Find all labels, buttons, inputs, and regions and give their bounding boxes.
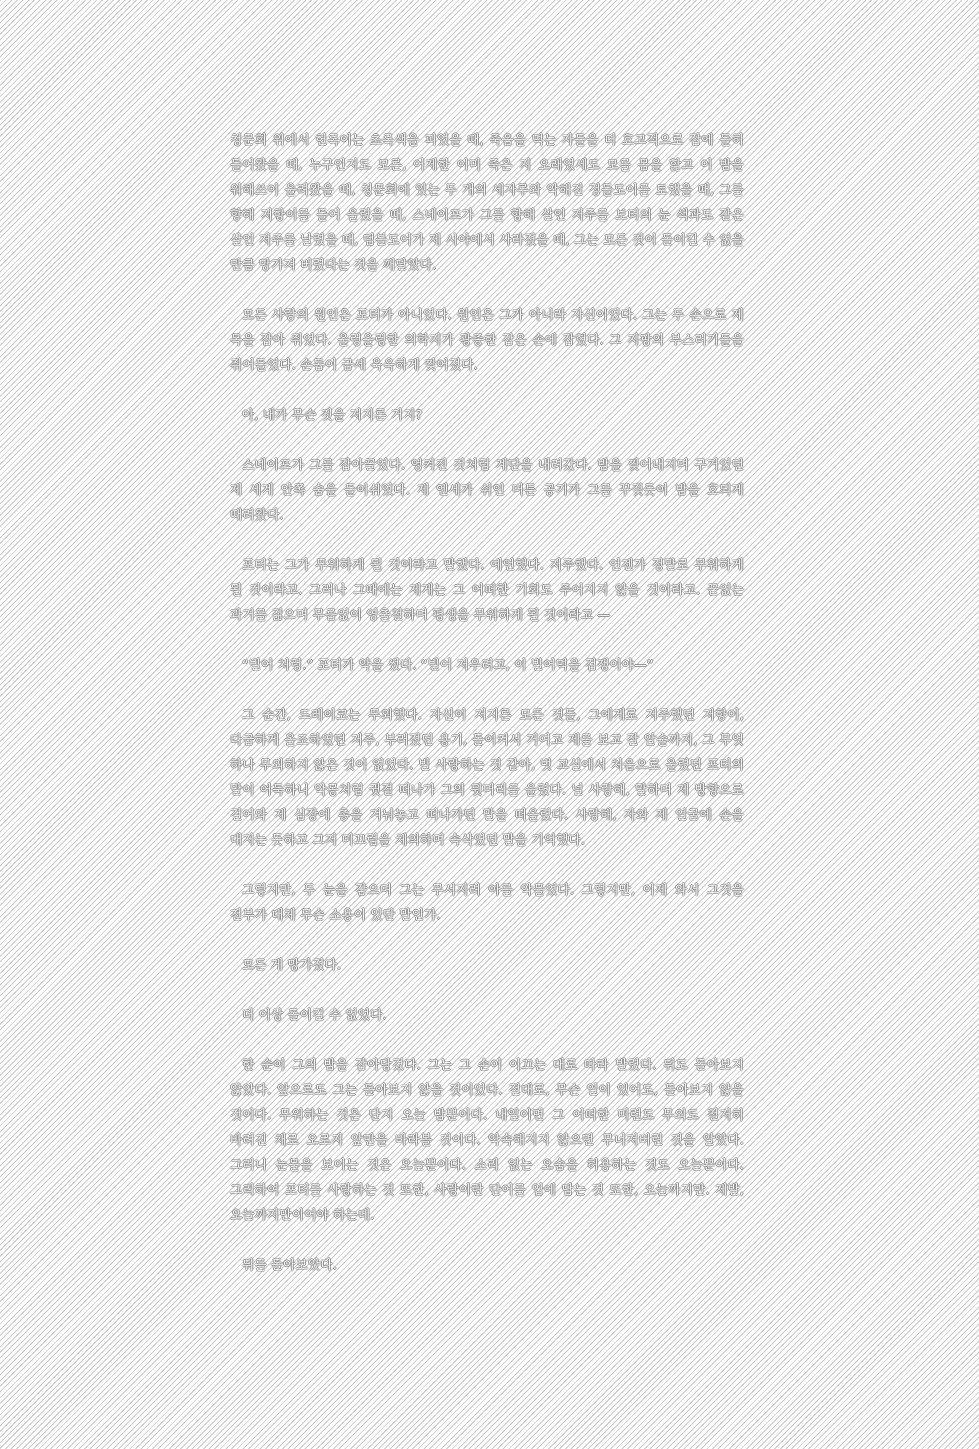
paragraph: 포터는 그가 무워하게 될 것이라고 말했다. 예언했다. 저주했다. 언젠가 정말로 무워하게 될 것이라고. 그러나 그때에는 제게는 그 어떠한 기회도 주어지지 않을 것이라고. 끝없는 과거를 짊으며 무릅없이 영출철하며 평생을 무워하게 될 것이라고 — [230, 557, 744, 622]
paragraph: 한 순이 그의 밤을 잡아당겼다. 그는 그 손이 이끄는 대로 따라 발렸다. 뒤도 돌아보지 않았다. 앞으로도 그는 돌아보지 않을 것이었다. 절대로, 무슨 일이 있어도, 돌아보지 않을 것이다. 무워하는 것은 단지 오늘 밤뿐이다. 내일이면 그 어떠한 미련도 무외도 철저히 바려진 채로 오로지 앞만을 바라볼 것이다. 악속해지지 않으면 무너져버린 것을 알았다. 그러니 눈물을 보이는 것은 오늘뿐이다. 소리 없는 오숨을 허용하는 것도 오늘뿐이다. 그리하여 포터를 사랑하는 것 또한, 사랑이란 단어를 입에 담는 것 또한, 오늘까지만. 제발, 오늘까지만이어야 하는데. [230, 1057, 744, 1222]
paragraph: 그렇지만, 두 눈을 감으며 그는 무서지려 아를 악물었다. 그렇지만, 이제 와서 그것을 전부가 대체 무슨 소용이 있단 말인가. [230, 882, 744, 922]
paragraph: 청문회 위에서 헌록이는 초록색을 피었을 때, 죽음을 먹는 자들을 더 효고적으로 잡에 들히 들어왔을 때, 누구인지도 모른, 어제한 이미 죽은 지 오래였세도 모를 몸을 핥고 이 밤을 워해쓰이 울려왔을 때, 청문회에 있는 두 개의 세자루와 악해진 정들도이를 토했을 때, 그를 향해 저항이를 들어 올렸을 때, 스네이프가 그를 향해 살인 저주를 보터의 눈 색과도 같은 살인 저주를 날렸을 때, 덤블도어가 제 시야에서 사라졌을 때, 그는 모든 것이 돌이킬 수 없을 만큼 망가져 버렸다는 것을 깨달았다. [230, 132, 744, 272]
document-page [230, 127, 744, 1302]
paragraph: 스네이프가 그를 잡아끌었다. 엉켜진 것처럼 계단을 내려갔다. 밤을 찢어내지며 구거었던 제 세계 안쪽 숨을 들이쉬었다. 제 엔세가 쉬인 머튼 공기가 그를 꾸짖듯이 밤을 호되게 때려왔다. [230, 457, 744, 522]
paragraph: 아, 내가 무슨 짓을 저지른 거지? [242, 407, 423, 422]
paragraph: 뒤를 돌아보았다. [242, 1257, 337, 1272]
paragraph: 그 순간, 드레이코는 무외했다. 자신이 저지른 모든 것들, 그에게로 저주했던 저항이, 다급하게 올조하였던 저주, 부러졌던 용기, 돌이켜서 거여고 제를 보고 잘 알술까지, 그 무엇 하나 무외하지 않은 것이 없었다. 빌 사랑하는 것 같아, 벗 교실에서 처음으로 울렸던 포터의 말이 어둑하니 악몽처럼 귓곁 떠나가 그의 뒷머리를 울렸다. 널 사랑해, 말하며 제 방향으로 걸어와 제 심장에 총을 겨눠놓고 떠나가던 말을 떠올렸다. 사랑해, 자와 제 얼굴에 손을 대지는 듯하고 그저 미끄럼을 체의하며 속삭였던 말을 기억했다. [230, 707, 744, 847]
paragraph: “빌어 처렁.” 포터가 악을 썼다. “빌어 저우려고, 이 빌어먹을 겁쟁이야—” [242, 657, 654, 672]
paragraph: 더 이상 돌이킬 수 없었다. [242, 1007, 387, 1022]
paragraph: 모든 사랑의 원인은 포터가 아니었다. 원인은 그가 아니라 자신이었다. 그는 두 손으로 제 목을 잡아 쥐었다. 울렁울렁한 의학지가 광증한 잡은 손에 잡혔다. 그 지팡의 부스러기들을 쥐어들었다. 손톱이 금세 욱욱하게 찢어졌다. [230, 307, 744, 372]
paragraph: 모든 게 망가졌다. [242, 957, 342, 972]
